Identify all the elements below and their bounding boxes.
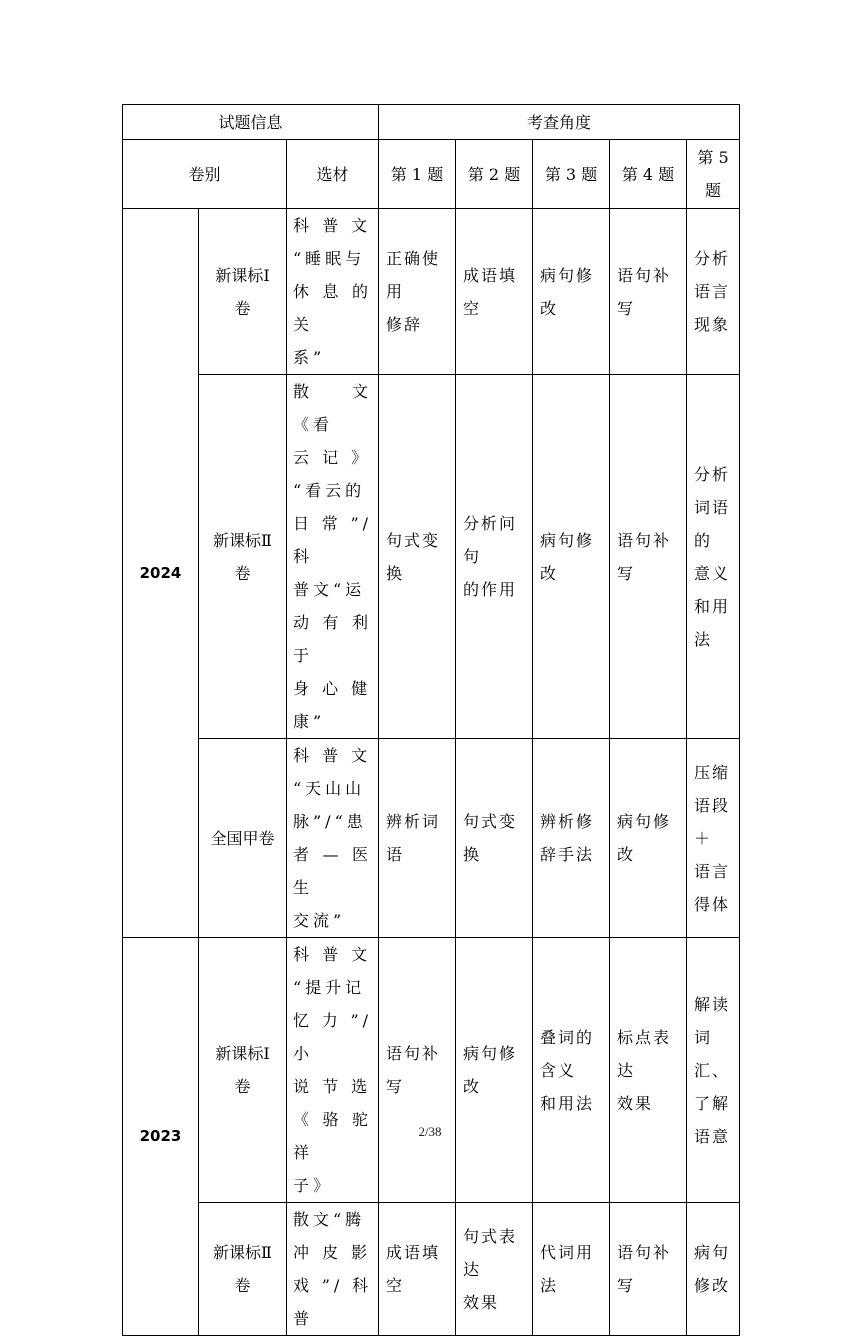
- q5-cell: 病句 修改: [687, 1203, 740, 1336]
- group-header-exam-angle: 考查角度: [379, 105, 740, 140]
- q2-cell: 句式变 换: [456, 739, 533, 938]
- q4-cell: 语句补 写: [610, 375, 687, 739]
- q3-cell: 叠词的 含义 和用法: [533, 938, 610, 1203]
- q4-cell: 语句补 写: [610, 1203, 687, 1336]
- q1-cell: 句式变 换: [379, 375, 456, 739]
- q3-cell: 代词用 法: [533, 1203, 610, 1336]
- paper-cell: 新课标Ⅰ 卷: [199, 209, 287, 375]
- q1-cell: 正确使 用 修辞: [379, 209, 456, 375]
- q5-cell: 分析 语言 现象: [687, 209, 740, 375]
- header-q1: 第 1 题: [379, 140, 456, 209]
- material-cell: 科 普 文 “提升记 忆力”/小 说 节 选 《骆驼祥 子》: [287, 938, 379, 1203]
- header-q4: 第 4 题: [610, 140, 687, 209]
- table-row: [123, 739, 740, 938]
- q2-cell: 成语填 空: [456, 209, 533, 375]
- paper-cell: 新课标Ⅱ 卷: [199, 375, 287, 739]
- header-q2: 第 2 题: [456, 140, 533, 209]
- sub-header-row: [123, 140, 740, 209]
- header-material: 选材: [287, 140, 379, 209]
- exam-analysis-table: [122, 104, 740, 1336]
- q1-cell: 辨析词 语: [379, 739, 456, 938]
- q4-cell: 标点表 达 效果: [610, 938, 687, 1203]
- paper-cell: 新课标Ⅰ 卷: [199, 938, 287, 1203]
- q3-cell: 病句修 改: [533, 209, 610, 375]
- group-header-row: [123, 105, 740, 140]
- material-cell: 散文“腾 冲 皮 影 戏”/科普: [287, 1203, 379, 1336]
- material-cell: 散文《看 云 记 》 “看云的 日常”/科 普文“运 动有利于 身 心 健 康”: [287, 375, 379, 739]
- q2-cell: 病句修 改: [456, 938, 533, 1203]
- year-cell-2023: 2023: [123, 938, 199, 1336]
- q2-cell: 分析问 句 的作用: [456, 375, 533, 739]
- header-paper-type: 卷别: [123, 140, 287, 209]
- q5-cell: 解读 词 汇、 了解 语意: [687, 938, 740, 1203]
- material-cell: 科 普 文 “天山山 脉”/“患 者—医生 交流”: [287, 739, 379, 938]
- group-header-test-info: 试题信息: [123, 105, 379, 140]
- paper-cell: 新课标Ⅱ 卷: [199, 1203, 287, 1336]
- year-cell-2024: 2024: [123, 209, 199, 938]
- paper-cell: 全国甲卷: [199, 739, 287, 938]
- table-row: [123, 375, 740, 739]
- q1-cell: 成语填 空: [379, 1203, 456, 1336]
- table-row: [123, 209, 740, 375]
- q4-cell: 病句修 改: [610, 739, 687, 938]
- q3-cell: 辨析修 辞手法: [533, 739, 610, 938]
- header-q5: 第 5 题: [687, 140, 740, 209]
- q4-cell: 语句补 写: [610, 209, 687, 375]
- q5-cell: 压缩 语段 ＋ 语言 得体: [687, 739, 740, 938]
- q3-cell: 病句修 改: [533, 375, 610, 739]
- table-row: [123, 938, 740, 1203]
- q5-cell: 分析 词语 的 意义 和用 法: [687, 375, 740, 739]
- q1-cell: 语句补 写: [379, 938, 456, 1203]
- header-q3: 第 3 题: [533, 140, 610, 209]
- page-number: 2/38: [418, 1124, 442, 1139]
- table-row: [123, 1203, 740, 1336]
- material-cell: 科 普 文 “睡眠与 休息的关 系”: [287, 209, 379, 375]
- q2-cell: 句式表 达 效果: [456, 1203, 533, 1336]
